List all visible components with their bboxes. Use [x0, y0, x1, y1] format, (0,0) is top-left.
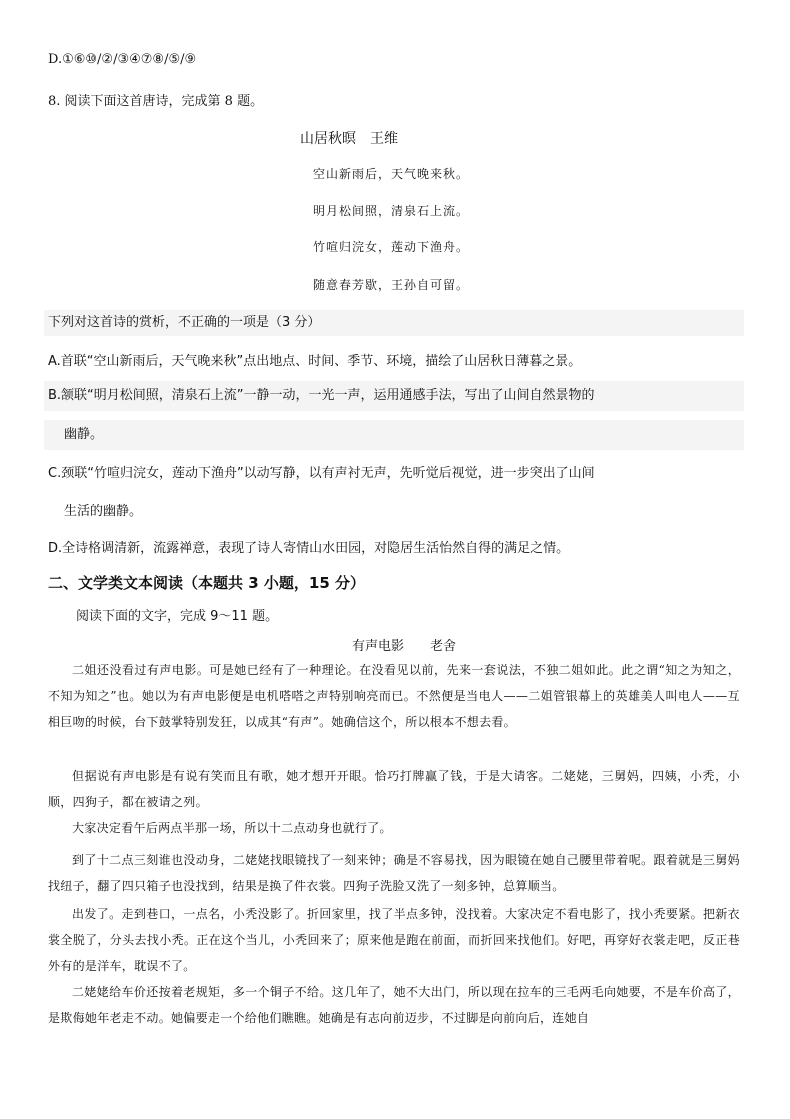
story-title: 有声电影 老舍: [352, 639, 457, 654]
poem-line-4: 随意春芳歇，王孙自可留。: [313, 278, 470, 292]
question-8-prompt: 下列对这首诗的赏析，不正确的一项是（3 分）: [44, 310, 744, 336]
question-8-stem: 8. 阅读下面这首唐诗，完成第 8 题。: [48, 94, 264, 109]
option-b-line-1: B.颔联“明月松间照，清泉石上流”一静一动，一光一声，运用通感手法，写出了山间自然景物的: [44, 381, 744, 411]
story-paragraph-3: 大家决定看午后两点半那一场，所以十二点动身也就行了。: [72, 821, 392, 835]
poem-line-2: 明月松间照，清泉石上流。: [313, 204, 470, 218]
option-b-line-2: 幽静。: [44, 420, 744, 450]
story-paragraph-5: 出发了。走到巷口，一点名，小秃没影了。折回家里，找了半点多钟，没找着。大家决定不看电影了，找小秃要紧。把新衣裳全脱了，分头去找小秃。正在这个当儿，小秃回来了；原来他是跑在前面，而折回来找他们。好吧，再穿好衣裳走吧，反正巷外有的是洋车，耽误不了。: [48, 907, 740, 973]
option-a: A.首联“空山新雨后，天气晚来秋”点出地点、时间、季节、环境，描绘了山居秋日薄暮之景。: [48, 354, 582, 369]
story-paragraph-2: 但据说有声电影是有说有笑而且有歌，她才想开开眼。恰巧打牌赢了钱，于是大请客。二姥姥，三舅妈，四姨，小秃，小顺，四狗子，都在被请之列。: [48, 769, 740, 809]
story-paragraph-1: 二姐还没看过有声电影。可是她已经有了一种理论。在没看见以前，先来一套说法，不独二姐如此。此之谓“知之为知之，不知为知之”也。她以为有声电影便是电机嗒嗒之声特别响亮而已。不然便是当电人——二姐管银幕上的英雄美人叫电人——互相巨吻的时候，台下鼓掌特别发狂，以成其“有声”。她确信这个，所以根本不想去看。: [48, 663, 740, 729]
poem-title: 山居秋暝 王维: [300, 131, 398, 147]
story-paragraph-4: 到了十二点三刻谁也没动身，二姥姥找眼镜找了一刻来钟；确是不容易找，因为眼镜在她自己腰里带着呢。跟着就是三舅妈找纽子，翻了四只箱子也没找到，结果是换了件衣裳。四狗子洗脸又洗了一刻多钟，总算顺当。: [48, 853, 740, 893]
story-paragraph-6: 二姥姥给车价还按着老规矩，多一个铜子不给。这几年了，她不大出门，所以现在拉车的三毛两毛向她要，不是车价高了，是欺侮她年老走不动。她偏要走一个给他们瞧瞧。她确是有志向前迈步，不过脚是向前向后，连她自: [48, 985, 740, 1025]
option-c-line-1: C.颈联“竹喧归浣女，莲动下渔舟”以动写静，以有声衬无声，先听觉后视觉，进一步突出了山间: [48, 466, 595, 481]
option-c-line-2: 生活的幽静。: [64, 504, 143, 519]
section-2-intro: 阅读下面的文字，完成 9～11 题。: [76, 609, 279, 624]
poem-line-3: 竹喧归浣女，莲动下渔舟。: [313, 240, 470, 254]
option-d-previous: D.①⑥⑩/②/③④⑦⑧/⑤/⑨: [48, 52, 197, 67]
option-d: D.全诗格调清新，流露禅意，表现了诗人寄情山水田园，对隐居生活怡然自得的满足之情。: [48, 541, 570, 556]
section-2-title: 二、文学类文本阅读（本题共 3 小题，15 分）: [48, 574, 365, 592]
poem-line-1: 空山新雨后，天气晚来秋。: [313, 167, 470, 181]
